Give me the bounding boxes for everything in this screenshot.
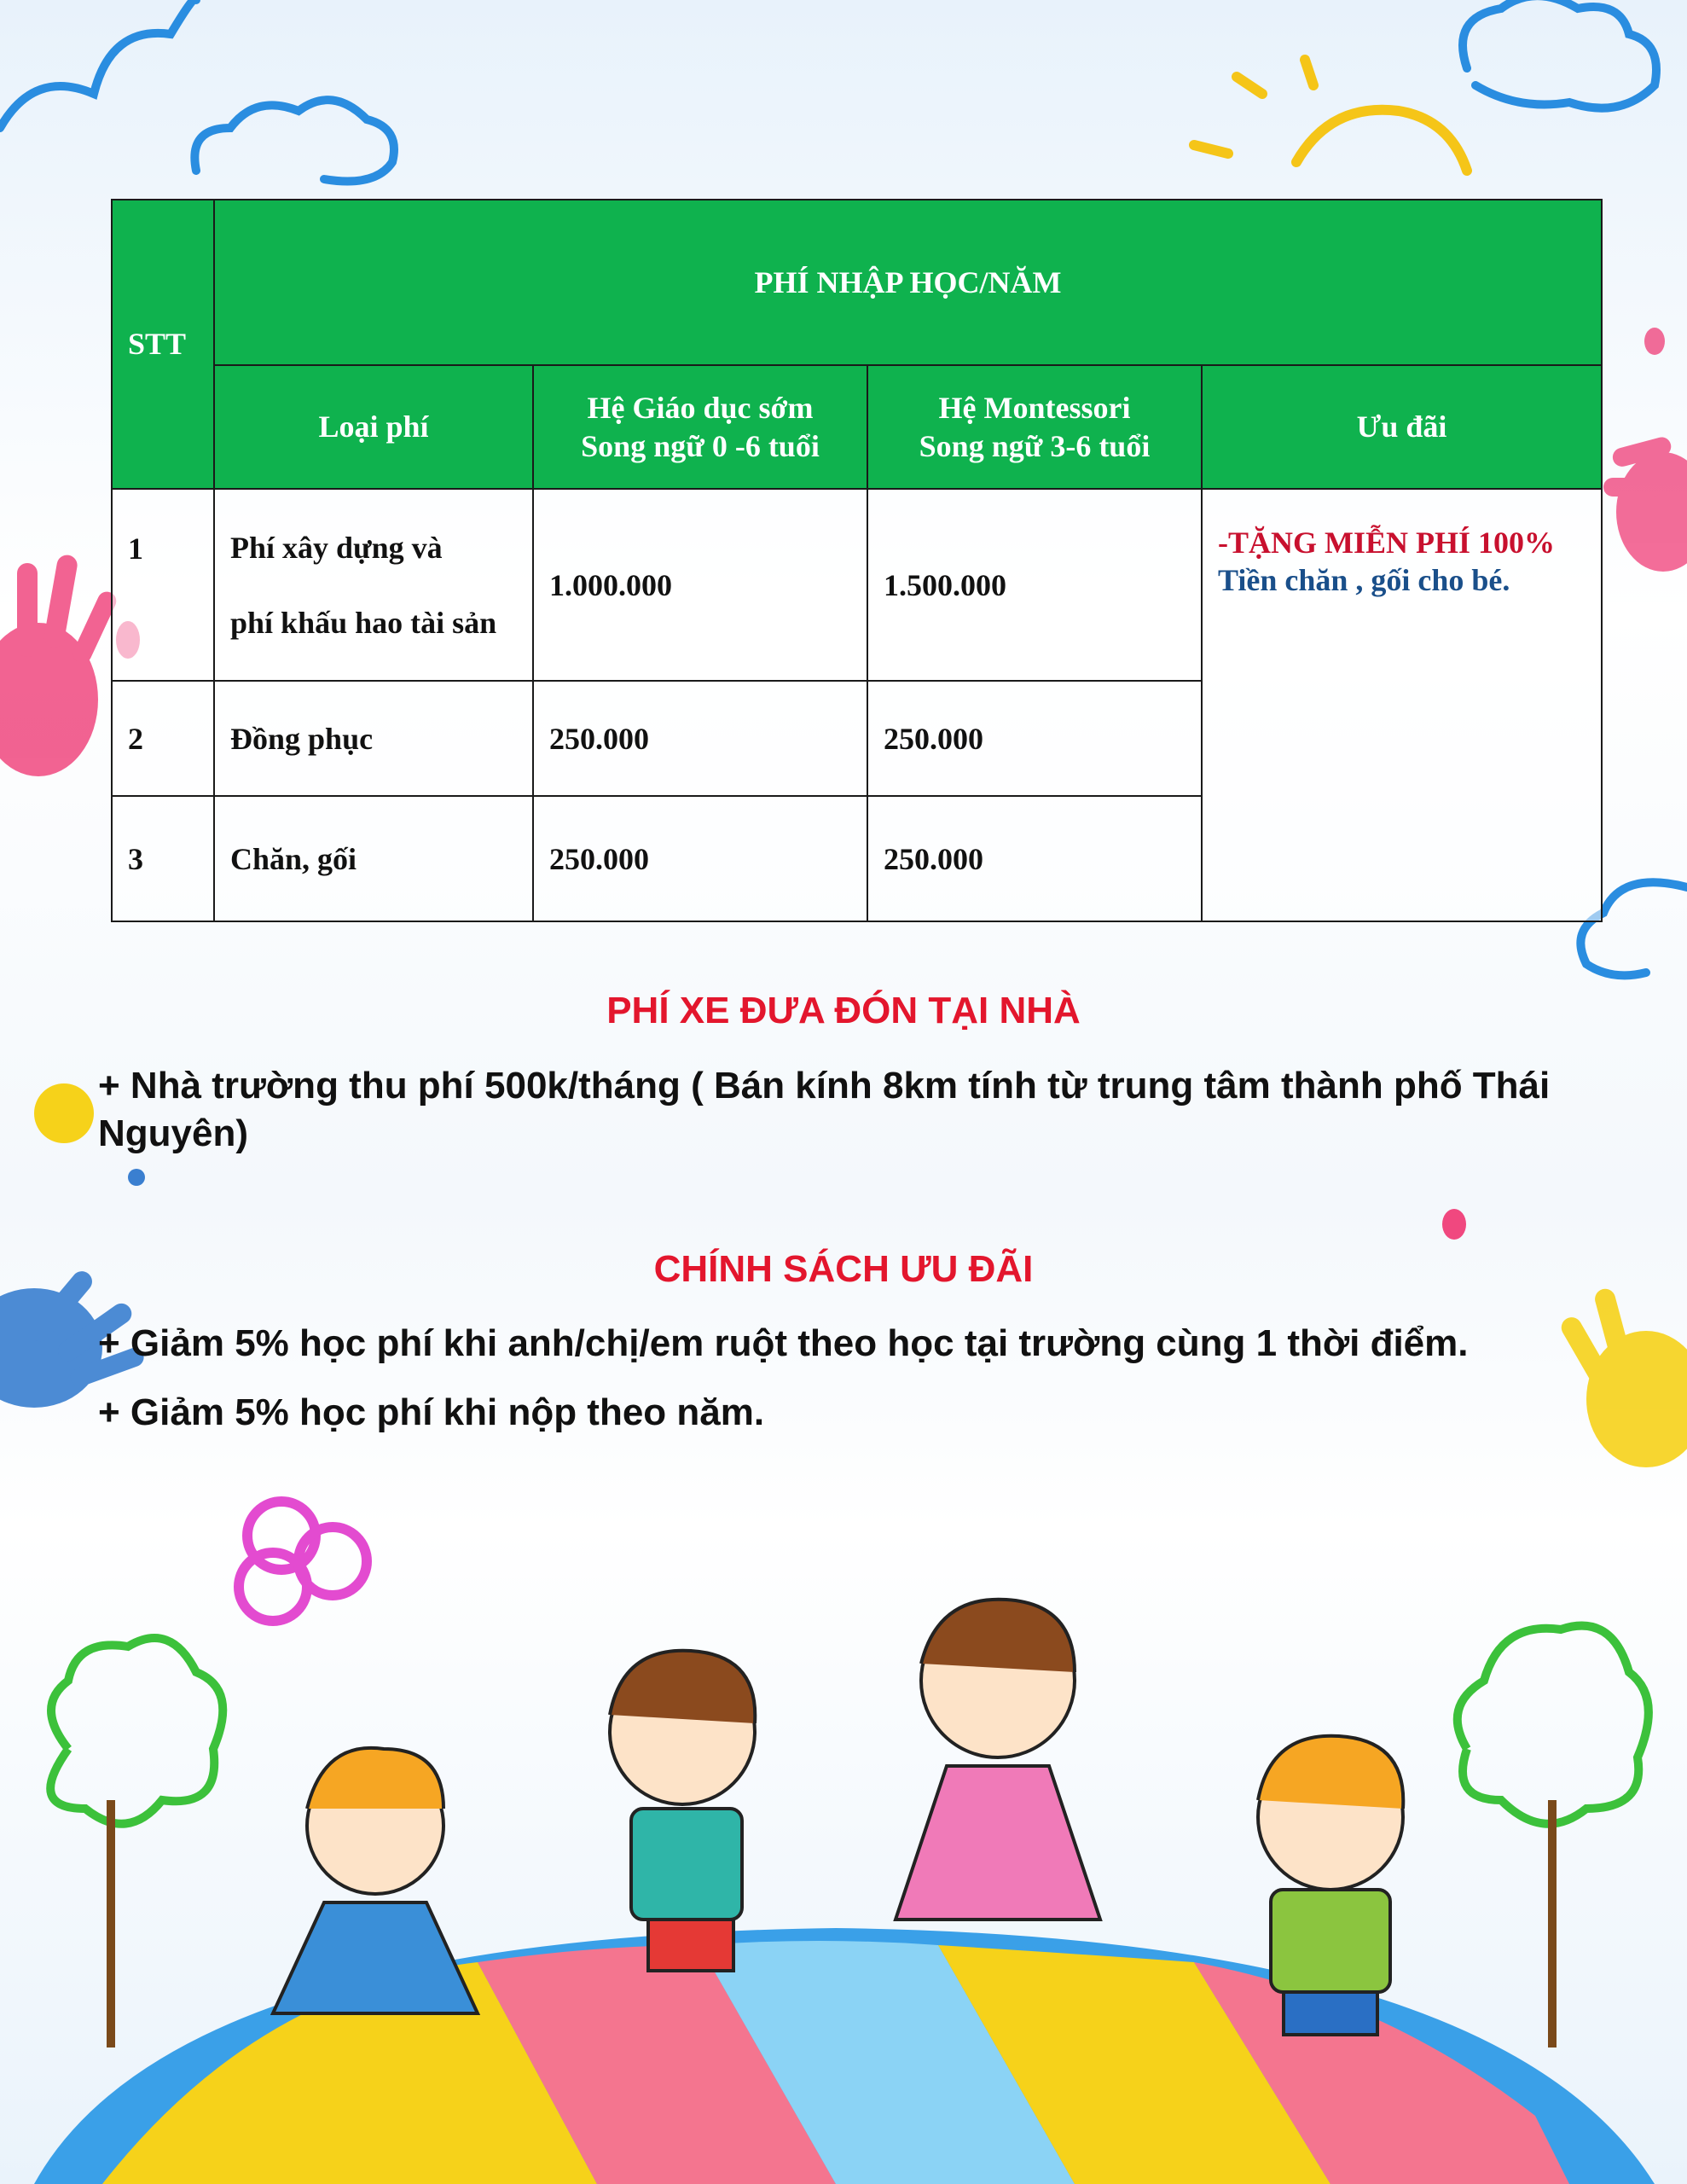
pink-handprint-right xyxy=(1603,328,1687,572)
header-montessori-line1: Hệ Montessori xyxy=(938,390,1131,425)
sun-arc xyxy=(1296,110,1467,171)
row-montessori-fee: 1.500.000 xyxy=(867,489,1202,681)
kid-2 xyxy=(610,1651,755,1971)
header-stt: STT xyxy=(112,200,214,489)
header-montessori-line2: Song ngữ 3-6 tuổi xyxy=(919,428,1151,463)
row-montessori-fee: 250.000 xyxy=(867,796,1202,921)
header-early-line2: Song ngữ 0 -6 tuổi xyxy=(581,428,820,463)
row-stt: 2 xyxy=(112,681,214,796)
policy-item: + Giảm 5% học phí khi nộp theo năm. xyxy=(98,1391,765,1433)
row-fee-name-line2: phí khấu hao tài sản xyxy=(230,605,497,640)
row-early-fee: 250.000 xyxy=(533,681,867,796)
row-early-fee: 1.000.000 xyxy=(533,489,867,681)
table-row xyxy=(112,489,1602,681)
cloud-top-right xyxy=(1463,0,1656,108)
row-stt: 3 xyxy=(112,796,214,921)
row-early-fee: 250.000 xyxy=(533,796,867,921)
yellow-handprint-right xyxy=(1557,1287,1687,1467)
row-stt: 1 xyxy=(112,489,214,681)
kid-4 xyxy=(1258,1736,1403,2035)
offer-detail-text: Tiền chăn , gối cho bé. xyxy=(1218,563,1510,597)
cloud-top-left xyxy=(0,0,196,128)
header-montessori xyxy=(867,365,1202,489)
row-montessori-fee: 250.000 xyxy=(867,681,1202,796)
colorful-globe xyxy=(34,1928,1655,2184)
cloud-top-left-2 xyxy=(194,100,394,181)
kid-3 xyxy=(896,1600,1100,1920)
header-fee-type: Loại phí xyxy=(214,365,533,489)
row-fee-name-line1: Phí xây dựng và xyxy=(230,530,443,565)
header-early-line1: Hệ Giáo dục sớm xyxy=(587,390,814,425)
header-offer: Ưu đãi xyxy=(1202,365,1602,489)
bus-fee-text: + Nhà trường thu phí 500k/tháng ( Bán kính 8km tính từ trung tâm thành phố Thái Nguyên) xyxy=(98,1065,1551,1154)
offer-cell xyxy=(1202,489,1602,921)
row-fee-name: Chăn, gối xyxy=(214,796,533,921)
fee-table xyxy=(111,199,1603,922)
offer-free-text: -TẶNG MIỄN PHÍ 100% xyxy=(1218,526,1555,560)
pink-flower xyxy=(239,1502,367,1621)
tree-right xyxy=(1458,1626,1649,2048)
row-fee-name xyxy=(214,489,533,681)
kid-1 xyxy=(273,1748,478,2013)
bus-section-title: PHÍ XE ĐƯA ĐÓN TẠI NHÀ xyxy=(606,990,1081,1031)
policy-section-title: CHÍNH SÁCH ƯU ĐÃI xyxy=(653,1248,1034,1290)
header-early-education xyxy=(533,365,867,489)
policy-item: + Giảm 5% học phí khi anh/chị/em ruột theo học tại trường cùng 1 thời điểm. xyxy=(98,1322,1469,1364)
tree-left xyxy=(50,1638,223,2048)
header-admission-fee: PHÍ NHẬP HỌC/NĂM xyxy=(214,200,1602,365)
row-fee-name: Đồng phục xyxy=(214,681,533,796)
